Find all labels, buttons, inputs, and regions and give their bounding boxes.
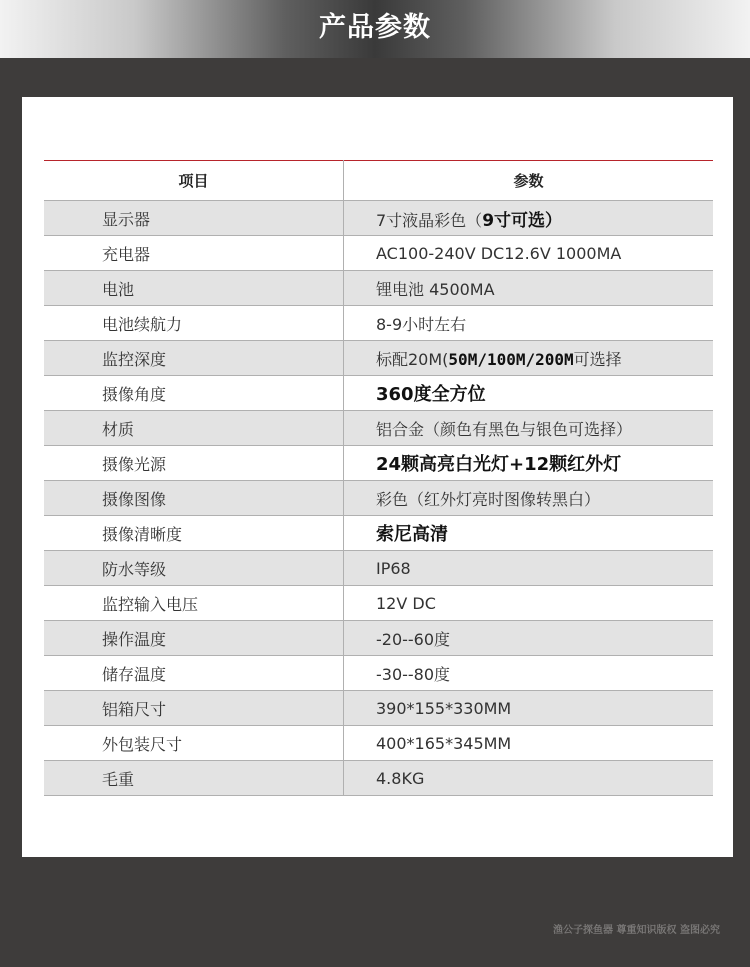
- row-label: 材质: [44, 411, 344, 446]
- header-item: 项目: [44, 161, 344, 201]
- row-label: 充电器: [44, 236, 344, 271]
- row-label: 摄像光源: [44, 446, 344, 481]
- row-label: 防水等级: [44, 551, 344, 586]
- table-row: [44, 761, 713, 796]
- table-row: [44, 271, 713, 306]
- table-row: [44, 656, 713, 691]
- row-label: 摄像角度: [44, 376, 344, 411]
- row-value: 390*155*330MM: [344, 691, 714, 726]
- row-value: [344, 341, 714, 376]
- row-label: 外包装尺寸: [44, 726, 344, 761]
- row-value: 8-9小时左右: [344, 306, 714, 341]
- table-row: [44, 516, 713, 551]
- row-label: 铝箱尺寸: [44, 691, 344, 726]
- page-title: 产品参数: [319, 12, 431, 43]
- title-banner: [0, 0, 750, 58]
- row-value: 4.8KG: [344, 761, 714, 796]
- table-row: [44, 306, 713, 341]
- row-label: 储存温度: [44, 656, 344, 691]
- table-row: [44, 691, 713, 726]
- table-row: [44, 201, 713, 236]
- spec-table: [44, 160, 713, 796]
- table-row: [44, 621, 713, 656]
- table-header-row: [44, 161, 713, 201]
- table-row: [44, 586, 713, 621]
- row-label: 监控输入电压: [44, 586, 344, 621]
- row-label: 摄像清晰度: [44, 516, 344, 551]
- row-label: 毛重: [44, 761, 344, 796]
- row-label: 电池续航力: [44, 306, 344, 341]
- row-value: 彩色（红外灯亮时图像转黑白）: [344, 481, 714, 516]
- row-value: 铝合金（颜色有黑色与银色可选择）: [344, 411, 714, 446]
- row-value: IP68: [344, 551, 714, 586]
- row-value: AC100-240V DC12.6V 1000MA: [344, 236, 714, 271]
- row-value: [344, 376, 714, 411]
- value-text: 7寸液晶彩色（: [376, 210, 483, 230]
- row-label: 电池: [44, 271, 344, 306]
- table-row: [44, 481, 713, 516]
- table-row: [44, 341, 713, 376]
- row-label: 监控深度: [44, 341, 344, 376]
- value-highlight: 9寸可选）: [482, 210, 563, 231]
- row-value: [344, 516, 714, 551]
- row-value: 锂电池 4500MA: [344, 271, 714, 306]
- value-text: 标配20M(: [376, 349, 449, 369]
- copyright-watermark: 渔公子探鱼器 尊重知识版权 盗图必究: [553, 925, 720, 936]
- spec-card: [22, 97, 733, 857]
- row-value: [344, 446, 714, 481]
- row-value: [344, 201, 714, 236]
- row-label: 操作温度: [44, 621, 344, 656]
- table-row: [44, 411, 713, 446]
- value-text: 可选择: [573, 349, 622, 369]
- value-highlight: 索尼高清: [376, 524, 448, 545]
- row-value: -30--80度: [344, 656, 714, 691]
- table-row: [44, 551, 713, 586]
- row-label: 摄像图像: [44, 481, 344, 516]
- table-row: [44, 726, 713, 761]
- header-param: 参数: [344, 161, 714, 201]
- value-highlight: 50M/100M/200M: [448, 349, 574, 369]
- value-highlight: 360度全方位: [376, 384, 486, 405]
- row-value: 12V DC: [344, 586, 714, 621]
- row-label: 显示器: [44, 201, 344, 236]
- table-row: [44, 376, 713, 411]
- table-row: [44, 446, 713, 481]
- row-value: 400*165*345MM: [344, 726, 714, 761]
- value-highlight: 24颗高亮白光灯+12颗红外灯: [376, 454, 622, 475]
- table-row: [44, 236, 713, 271]
- row-value: -20--60度: [344, 621, 714, 656]
